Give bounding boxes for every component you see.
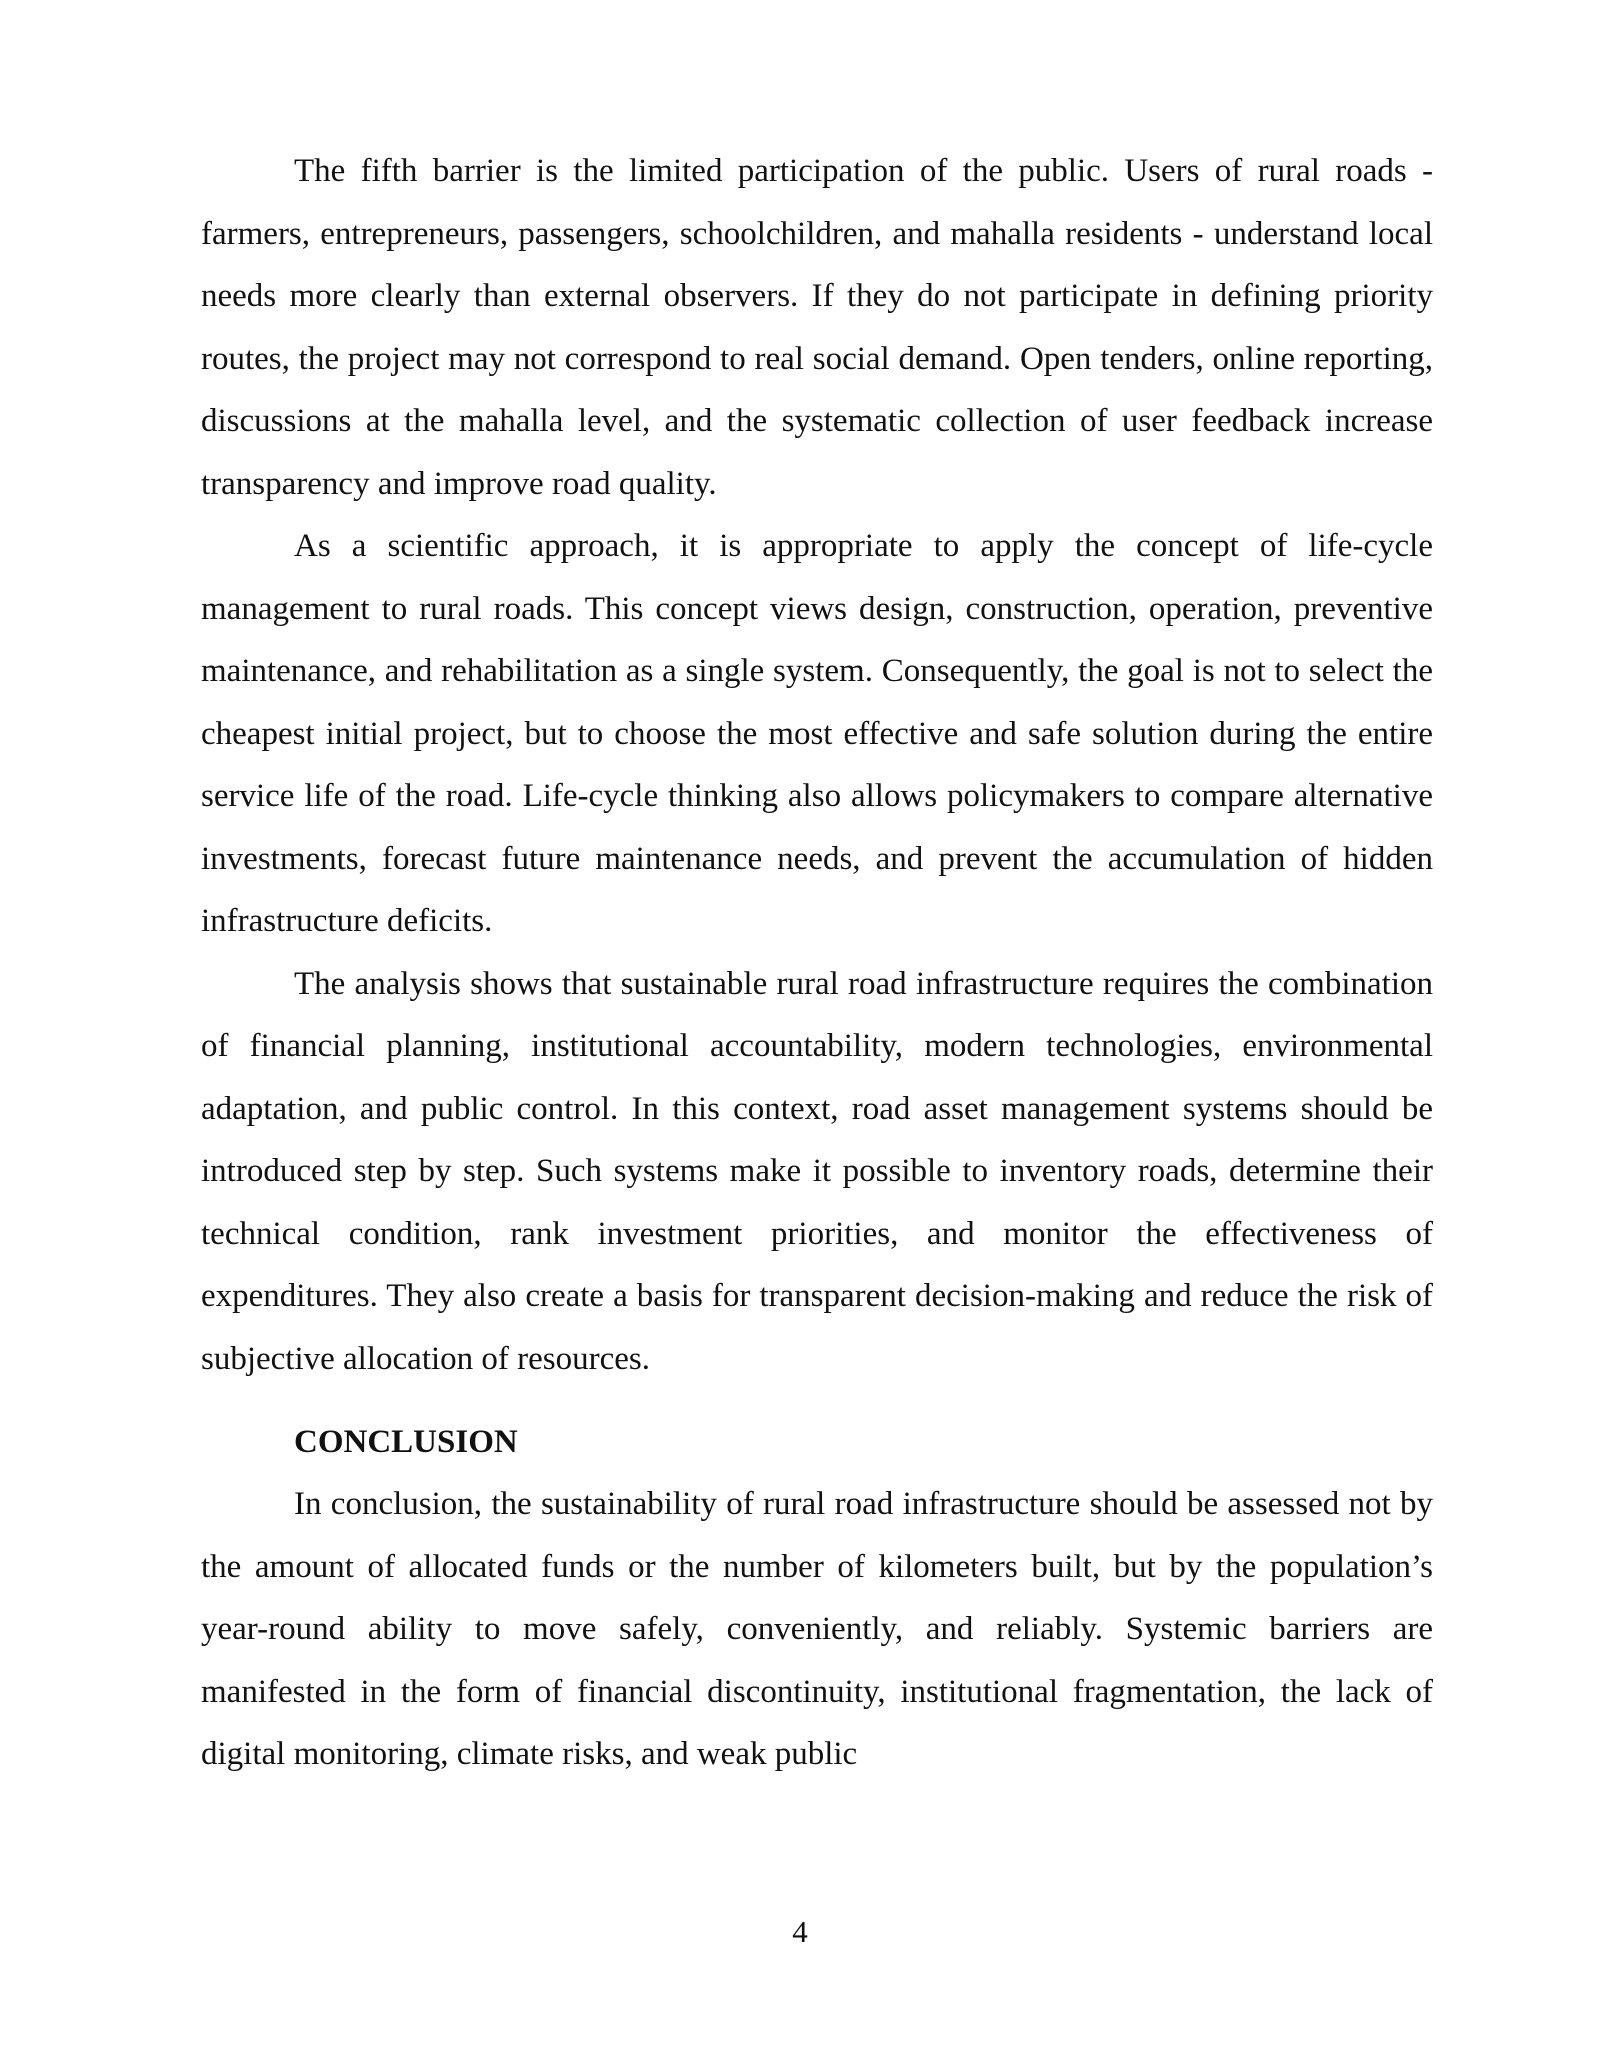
conclusion-heading: CONCLUSION <box>294 1424 518 1460</box>
paragraph-life-cycle-management: As a scientific approach, it is appropriate to apply the concept of life-cycle management to rural roads. This concept views design, construction, operation, preventive maintenance, and rehabilitation as a single system. Consequently, the goal is not to select the cheapest initial project, but to choose the most effective and safe solution during the entire service life of the road. Life-cycle thinking also allows policymakers to compare alternative investments, forecast future maintenance needs, and prevent the accumulation of hidden infrastructure deficits. <box>201 528 1433 939</box>
page-number: 4 <box>792 1914 808 1949</box>
page-body <box>201 140 1433 1786</box>
paragraph-conclusion: In conclusion, the sustainability of rural road infrastructure should be assessed not by the amount of allocated funds or the number of kilometers built, but by the population’s year-round ability to move safely, conveniently, and reliably. Systemic barriers are manifested in the form of financial discontinuity, institutional fragmentation, the lack of digital monitoring, climate risks, and weak public <box>201 1486 1433 1772</box>
paragraph-analysis: The analysis shows that sustainable rural road infrastructure requires the combination of financial planning, institutional accountability, modern technologies, environmental adaptation, and public control. In this context, road asset management systems should be introduced step by step. Such systems make it possible to inventory roads, determine their technical condition, rank investment priorities, and monitor the effectiveness of expenditures. They also create a basis for transparent decision-making and reduce the risk of subjective allocation of resources. <box>201 965 1433 1377</box>
paragraph-public-participation: The fifth barrier is the limited participation of the public. Users of rural roads - farmers, entrepreneurs, passengers, schoolchildren, and mahalla residents - understand local needs more clearly than external observers. If they do not participate in defining priority routes, the project may not correspond to real social demand. Open tenders, online reporting, discussions at the mahalla level, and the systematic collection of user feedback increase transparency and improve road quality. <box>201 153 1433 502</box>
